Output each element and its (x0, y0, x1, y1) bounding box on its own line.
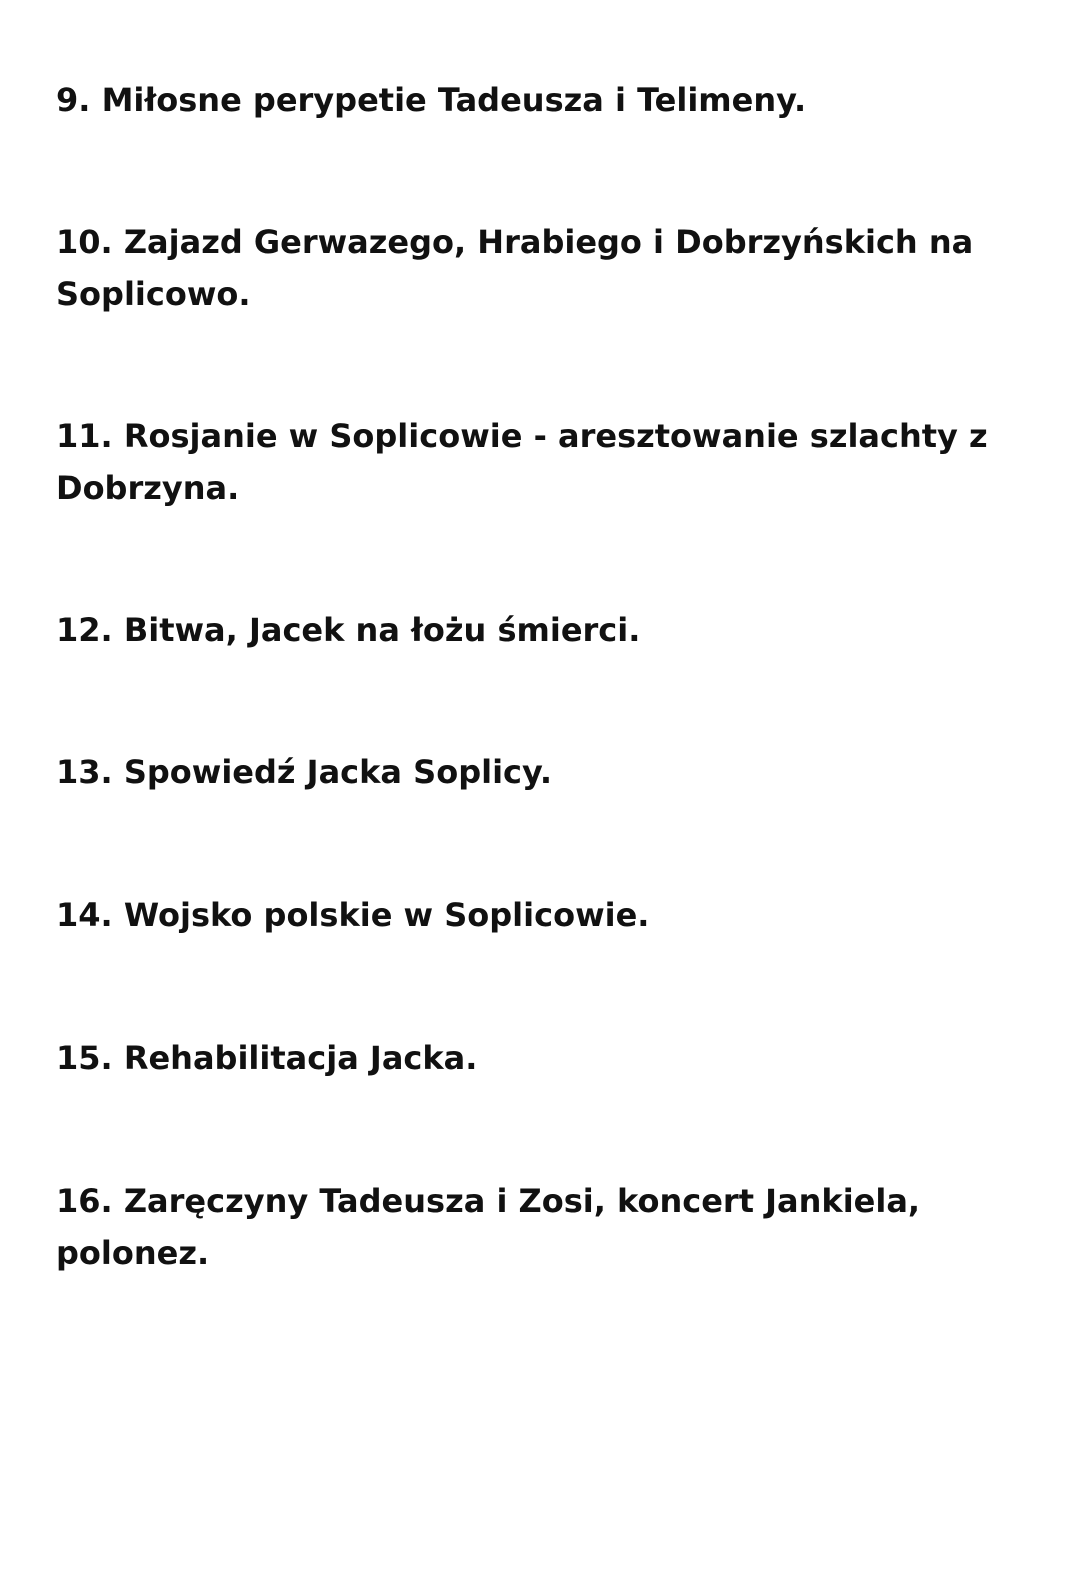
list-item-14: 14. Wojsko polskie w Soplicowie. (56, 896, 650, 934)
list-item-12: 12. Bitwa, Jacek na łożu śmierci. (56, 611, 641, 649)
list-item-13: 13. Spowiedź Jacka Soplicy. (56, 753, 553, 791)
list-item-10: 10. Zajazd Gerwazego, Hrabiego i Dobrzyńskich na Soplicowo. (56, 223, 974, 313)
list-item-16: 16. Zaręczyny Tadeusza i Zosi, koncert Jankiela, polonez. (56, 1182, 921, 1272)
list-item-15: 15. Rehabilitacja Jacka. (56, 1039, 478, 1077)
list-item-11: 11. Rosjanie w Soplicowie - aresztowanie szlachty z Dobrzyna. (56, 417, 988, 507)
list-item-9: 9. Miłosne perypetie Tadeusza i Telimeny. (56, 81, 807, 119)
